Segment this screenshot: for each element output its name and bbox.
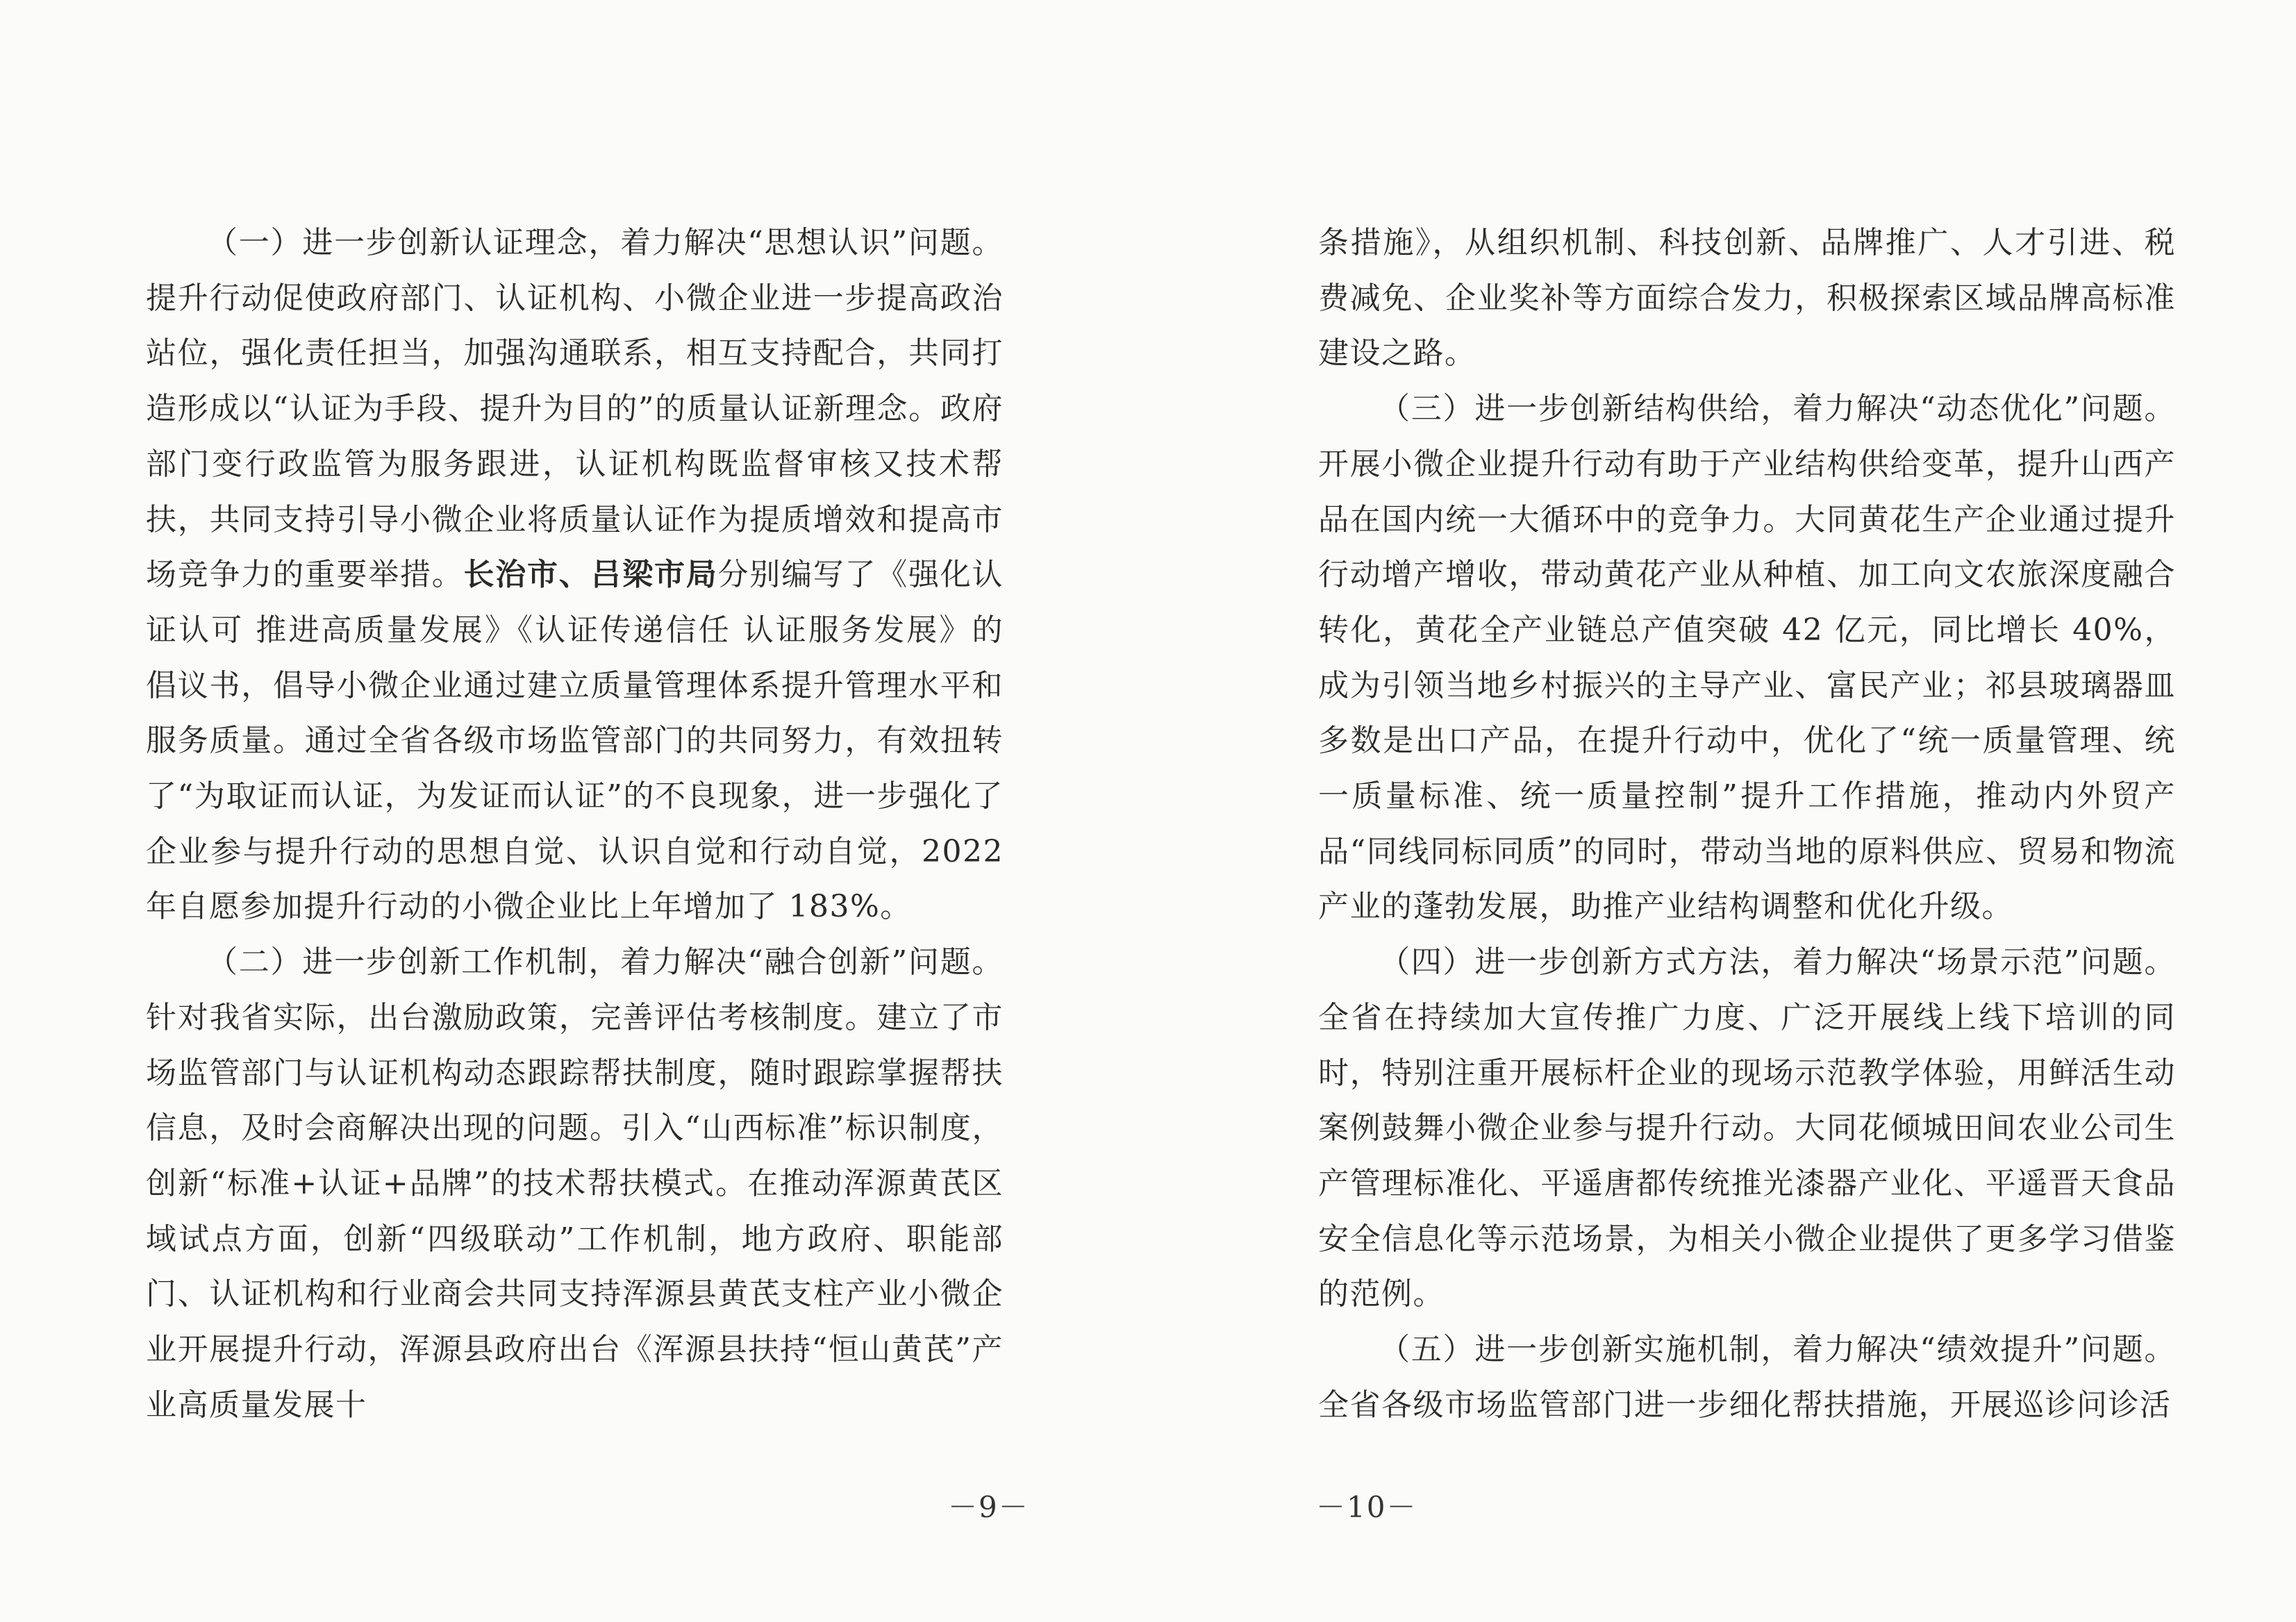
page-number-left: －9－ — [948, 1490, 1029, 1524]
paragraph-section-2: （二）进一步创新工作机制，着力解决“融合创新”问题。针对我省实际，出台激励政策，完善评估考核制度。建立了市场监管部门与认证机构动态跟踪帮扶制度，随时跟踪掌握帮扶信息，及时会商解决出现的问题。引入“山西标准”标识制度，创新“标准+认证+品牌”的技术帮扶模式。在推动浑源黄芪区域试点方面，创新“四级联动”工作机制，地方政府、职能部门、认证机构和行业商会共同支持浑源县黄芪支柱产业小微企业开展提升行动，浑源县政府出台《浑源县扶持“恒山黄芪”产业高质量发展十 — [146, 944, 1004, 1423]
paragraph-section-3: （三）进一步创新结构供给，着力解决“动态优化”问题。开展小微企业提升行动有助于产业结构供给变革，提升山西产品在国内统一大循环中的竞争力。大同黄花生产企业通过提升行动增产增收，带动黄花产业从种植、加工向文农旅深度融合转化，黄花全产业链总产值突破 42 亿元，同比增长 40%，成为引领当地乡村振兴的主导产业、富民产业；祁县玻璃器皿多数是出口产品，在提升行动中，优化了“统一质量管理、统一质量标准、统一质量控制”提升工作措施，推动内外贸产品“同线同标同质”的同时，带动当地的原料供应、贸易和物流产业的蓬勃发展，助推产业结构调整和优化升级。 — [1318, 391, 2176, 925]
paragraph-section-1-text-a: （一）进一步创新认证理念，着力解决“思想认识”问题。提升行动促使政府部门、认证机构、小微企业进一步提高政治站位，强化责任担当，加强沟通联系，相互支持配合，共同打造形成以“认证为手段、提升为目的”的质量认证新理念。政府部门变行政监管为服务跟进，认证机构既监督审核又技术帮扶，共同支持引导小微企业将质量认证作为提质增效和提高市场竞争力的重要举措。 — [146, 225, 1004, 593]
paragraph-section-1-bold: 长治市、吕梁市局 — [463, 557, 718, 593]
paragraph-section-1 — [146, 215, 1004, 935]
page-right — [1148, 0, 2296, 1622]
page-right-body — [1318, 215, 2176, 1432]
paragraph-section-4: （四）进一步创新方式方法，着力解决“场景示范”问题。全省在持续加大宣传推广力度、广泛开展线上线下培训的同时，特别注重开展标杆企业的现场示范教学体验，用鲜活生动案例鼓舞小微企业参与提升行动。大同花倾城田间农业公司生产管理标准化、平遥唐都传统推光漆器产业化、平遥晋天食品安全信息化等示范场景，为相关小微企业提供了更多学习借鉴的范例。 — [1318, 944, 2176, 1312]
page-left-body — [146, 215, 1004, 1432]
paragraph-continuation: 条措施》，从组织机制、科技创新、品牌推广、人才引进、税费减免、企业奖补等方面综合发力，积极探索区域品牌高标准建设之路。 — [1318, 225, 2176, 371]
paragraph-section-1-text-b: 分别编写了《强化认证认可 推进高质量发展》《认证传递信任 认证服务发展》的倡议书，倡导小微企业通过建立质量管理体系提升管理水平和服务质量。通过全省各级市场监管部门的共同努力，有效扭转了“为取证而认证，为发证而认证”的不良现象，进一步强化了企业参与提升行动的思想自觉、认识自觉和行动自觉，2022 年自愿参加提升行动的小微企业比上年增加了 183%。 — [146, 557, 1004, 925]
paragraph-section-5: （五）进一步创新实施机制，着力解决“绩效提升”问题。全省各级市场监管部门进一步细化帮扶措施，开展巡诊问诊活 — [1318, 1332, 2176, 1423]
page-number-right: －10－ — [1316, 1490, 1417, 1524]
